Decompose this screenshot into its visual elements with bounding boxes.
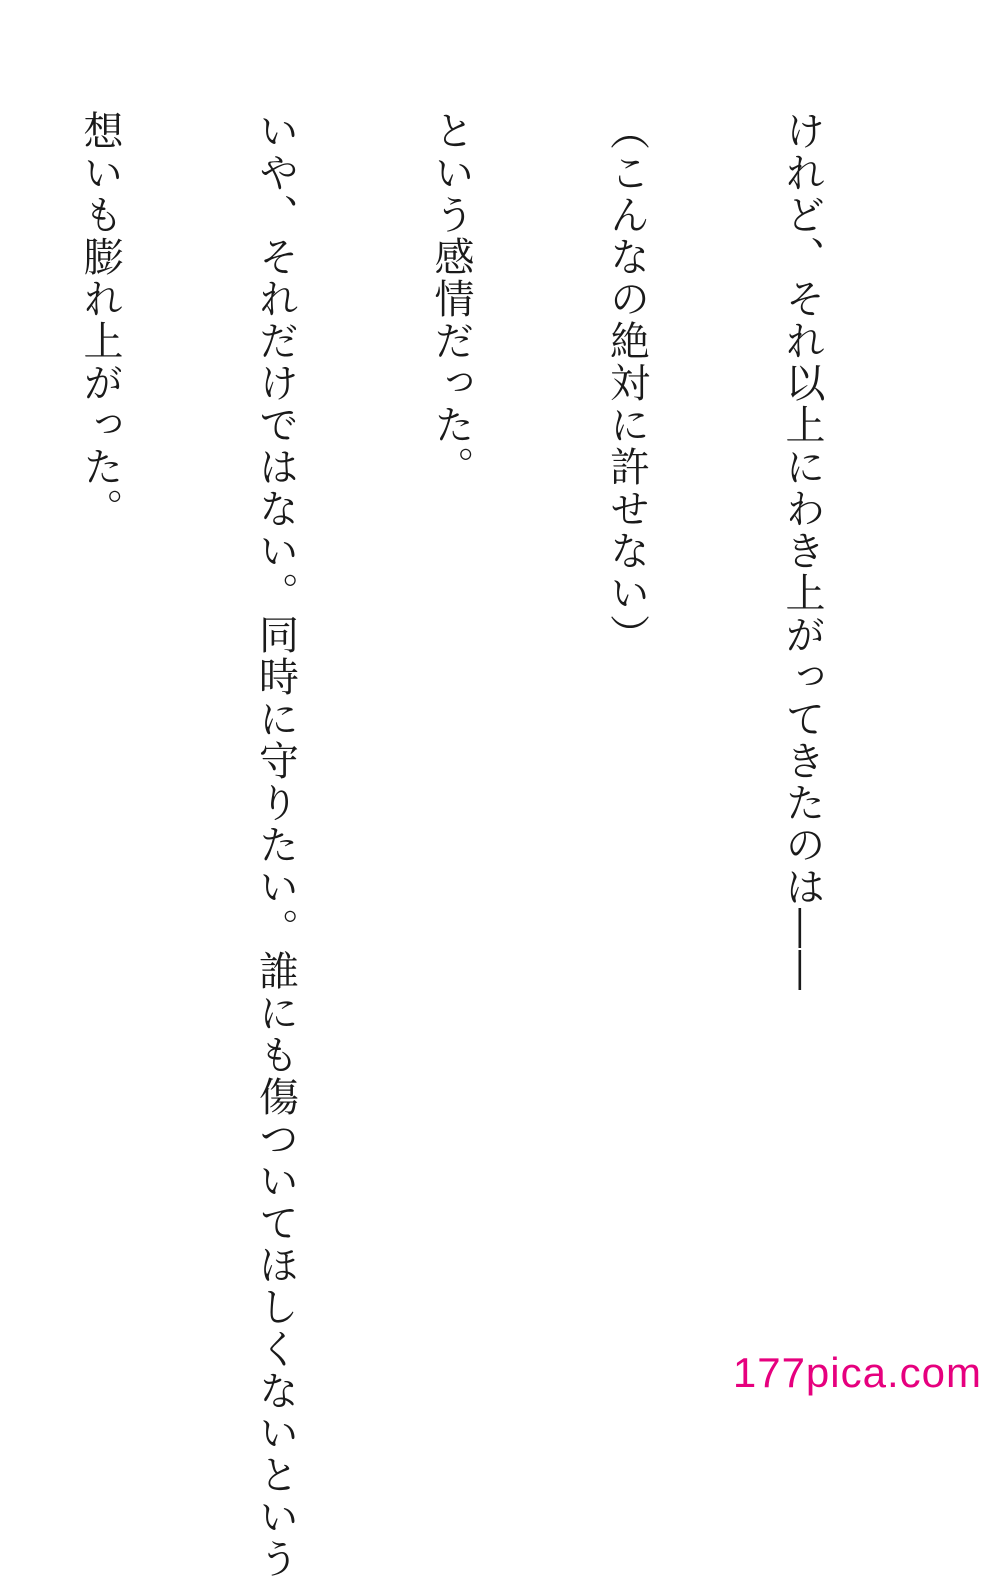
text-line: 想いも膨れ上がった。	[77, 110, 123, 530]
text-line: いや、それだけではない。同時に守りたい。誰にも傷ついてほしくないという	[252, 110, 299, 1580]
text-line: という感情だった。	[428, 110, 474, 488]
text-line: けれど、それ以上にわき上がってきたのは――	[779, 110, 825, 992]
watermark: 177pica.com	[732, 1349, 982, 1396]
text-line: （こんなの絶対に許せない）	[603, 110, 650, 656]
